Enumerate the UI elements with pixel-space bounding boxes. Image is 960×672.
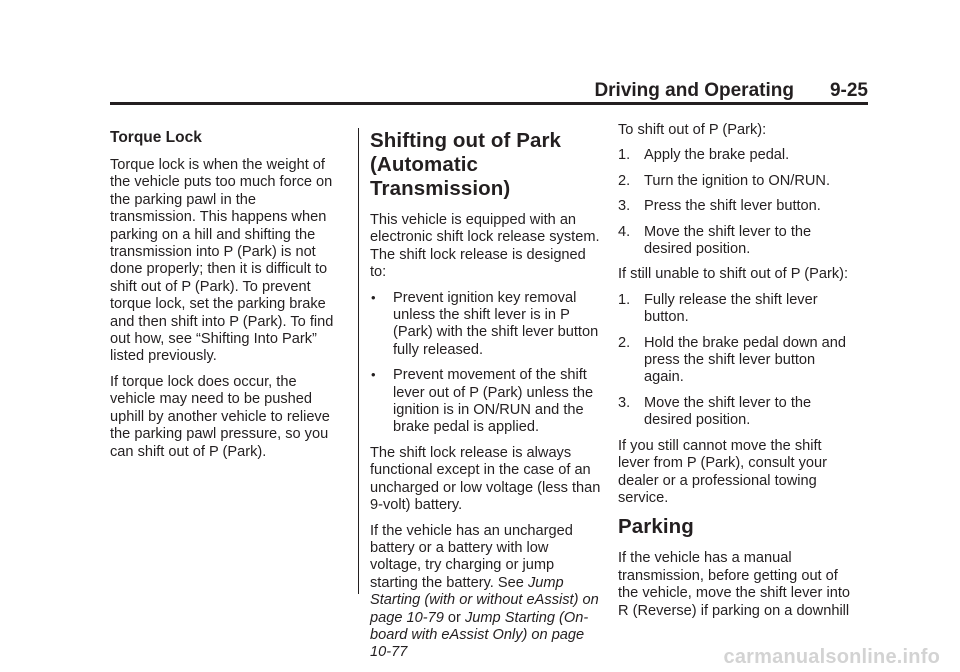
list-item <box>618 173 850 190</box>
shift-lock-always-paragraph: The shift lock release is always functional except in the case of an uncharged or low voltage (less than 9-volt) battery. <box>370 444 601 514</box>
shift-out-intro: To shift out of P (Park): <box>618 122 767 138</box>
parking-paragraph: If the vehicle has a manual transmission, before getting out of the vehicle, move the shift lever into R (Reverse) if parking on a downhill <box>618 550 850 619</box>
column-divider <box>358 128 359 594</box>
step-text: Turn the ignition to ON/RUN. <box>644 172 831 189</box>
step-text: Press the shift lever button. <box>644 198 821 215</box>
step-text: Apply the brake pedal. <box>644 147 790 164</box>
jump-starting-link-1[interactable]: Jump Starting (with or without eAssist) on page 10-79 <box>370 574 599 626</box>
still-unable-steps-list <box>618 292 850 430</box>
step-number: 1. <box>618 291 631 308</box>
list-item <box>618 292 850 327</box>
step-number: 3. <box>618 198 631 215</box>
step-number: 2. <box>618 172 631 189</box>
step-text: Move the shift lever to the desired position. <box>644 394 812 429</box>
list-item <box>618 335 850 387</box>
jump-starting-link-2[interactable]: Jump Starting (On-board with eAssist Only) on page 10-77 <box>370 609 589 661</box>
uncharged-battery-paragraph <box>370 523 602 662</box>
step-text: Fully release the shift lever button. <box>644 291 818 326</box>
column-right <box>618 122 850 628</box>
shifting-out-of-park-heading: Shifting out of Park (Automatic Transmission) <box>370 129 562 200</box>
section-title: Driving and Operating <box>594 80 794 101</box>
still-unable-paragraph: If still unable to shift out of P (Park): <box>618 266 849 283</box>
step-number: 2. <box>618 334 631 351</box>
header-rule <box>110 102 868 105</box>
parking-heading: Parking <box>618 515 694 539</box>
list-item: • Prevent movement of the shift lever out of P (Park) unless the ignition is in ON/RUN and the brake pedal is applied. <box>370 367 602 437</box>
list-item: • Prevent ignition key removal unless the shift lever is in P (Park) with the shift lever button fully released. <box>370 290 602 360</box>
list-item <box>618 224 850 259</box>
step-number: 1. <box>618 147 631 164</box>
page-number: 9-25 <box>829 80 868 101</box>
shift-steps-list <box>618 147 850 258</box>
torque-lock-paragraph: Torque lock is when the weight of the vehicle puts too much force on the parking pawl in the transmission. This happens when parking on a hill and shifting the transmission into P (Park) is not done properly; then it is difficult to shift out of P (Park). To prevent torque lock, set the parking brake and then shift into P (Park). To find out how, see “Shifting Into Park” listed previously. <box>110 157 334 365</box>
column-middle <box>370 122 602 670</box>
list-item <box>618 147 850 164</box>
torque-lock-heading: Torque Lock <box>110 129 202 146</box>
or-text: or <box>447 609 461 626</box>
step-number: 4. <box>618 223 631 240</box>
torque-lock-occur-paragraph: If torque lock does occur, the vehicle may need to be pushed uphill by another vehicle to relieve the parking pawl pressure, so you can shift out of P (Park). <box>110 373 330 460</box>
step-text: Move the shift lever to the desired position. <box>644 223 812 258</box>
shift-lock-intro: This vehicle is equipped with an electronic shift lock release system. The shift lock release is designed to: <box>370 212 600 281</box>
step-number: 3. <box>618 394 631 411</box>
list-item <box>618 198 850 215</box>
uncharged-battery-text: If the vehicle has an uncharged battery or a battery with low voltage, try charging or jump starting the battery. See <box>370 522 573 591</box>
column-left <box>110 122 342 469</box>
shift-lock-bullet-list <box>370 290 602 437</box>
watermark: carmanualsonline.info <box>723 646 940 668</box>
step-text: Hold the brake pedal down and press the shift lever button again. <box>644 334 847 386</box>
cannot-move-paragraph: If you still cannot move the shift lever from P (Park), consult your dealer or a professional towing service. <box>618 437 827 506</box>
list-item <box>618 395 850 430</box>
